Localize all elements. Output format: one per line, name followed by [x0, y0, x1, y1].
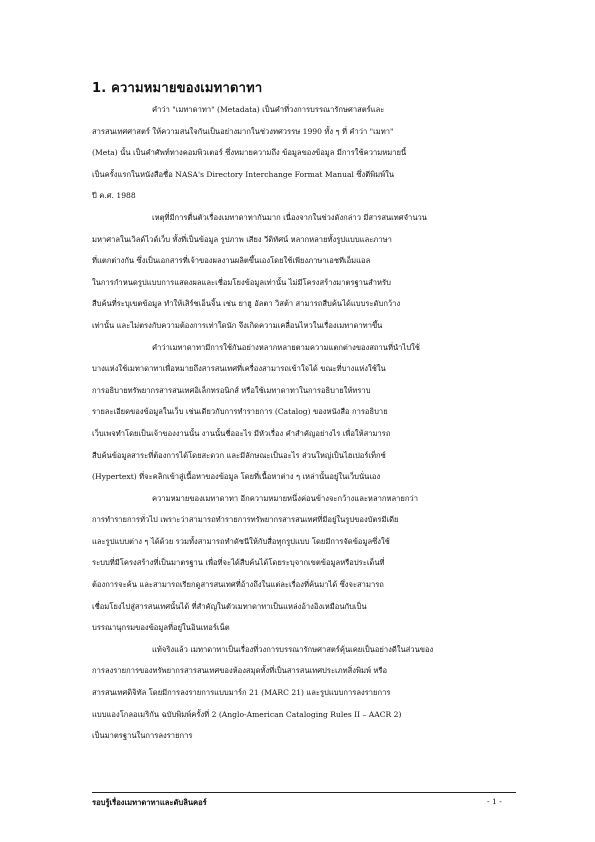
text-line: คำว่าเมทาดาทามีการใช้กันอย่างหลากหลายตามความแตกต่างของสถานที่นำไปใช้ — [152, 342, 420, 352]
text-line: เท่านั้น และไม่ตรงกับความต้องการเท่าใดนัก จึงเกิดความเคลื่อนไหวในเรื่องเมทาดาทาขึ้น — [92, 320, 383, 330]
page-number: - 1 - — [487, 797, 502, 806]
text-line: และรูปแบบต่าง ๆ ได้ด้วย รวมทั้งสามารถทำดัชนีให้กับสื่อทุกรูปแบบ โดยมีการจัดข้อมูลซึ่งใช้ — [92, 536, 390, 546]
footer-divider — [92, 792, 516, 793]
text-line: ปี ค.ศ. 1988 — [92, 191, 136, 201]
text-line: การอธิบายทรัพยากรสารสนเทศอิเล็กทรอนิกส์ หรือใช้เมทาดาทาในการอธิบายให้ทราบ — [92, 385, 371, 395]
text-line: เชื่อมโยงไปสู่สารสนเทศนั้นได้ ที่สำคัญในตัวเมทาดาทาเป็นแหล่งอ้างอิงเหมือนกับเป็น — [92, 601, 367, 611]
text-line: เป็นมาตรฐานในการลงรายการ — [92, 731, 193, 741]
text-line: ความหมายของเมทาดาทา อีกความหมายหนึ่งค่อนข้างจะกว้างและหลากหลายกว่า — [152, 493, 418, 503]
text-line: สารสนเทศศาสตร์ ให้ความสนใจกันเป็นอย่างมากในช่วงทศวรรษ 1990 ทั้ง ๆ ที่ คำว่า "เมทา" — [92, 126, 394, 136]
body-text — [92, 99, 516, 747]
section-heading: 1. ความหมายของเมทาดาทา — [92, 81, 263, 96]
footer-title: รอบรู้เรื่องเมทาดาทาและดับลินคอร์ — [92, 798, 207, 807]
text-line: เป็นครั้งแรกในหนังสือชื่อ NASA's Directory Interchange Format Manual ซึ่งตีพิมพ์ใน — [92, 169, 395, 179]
text-line: คำว่า "เมทาดาทา" (Metadata) เป็นคำที่วงการบรรณารักษศาสตร์และ — [152, 105, 385, 114]
text-line: มหาศาลในเวิลด์ไวด์เว็บ ทั้งที่เป็นข้อมูล รูปภาพ เสียง วีดิทัศน์ หลากหลายทั้งรูปแบบและภาษา — [92, 234, 392, 244]
text-line: (Hypertext) ที่จะคลิกเข้าสู่เนื้อหาของข้อมูล โดยที่เนื้อหาต่าง ๆ เหล่านั้นอยู่ในเว็บนั่นเอง — [92, 472, 381, 482]
text-line: แท้จริงแล้ว เมทาดาทาเป็นเรื่องที่วงการบรรณารักษศาสตร์คุ้นเคยเป็นอย่างดีในส่วนของ — [152, 644, 434, 654]
text-line: การทำรายการทั่วไป เพราะว่าสามารถทำรายการทรัพยากรสารสนเทศที่มีอยู่ในรูปของบัตรมีเดีย — [92, 515, 399, 525]
text-line: การลงรายการของทรัพยากรสารสนเทศของห้องสมุดทั้งที่เป็นสารสนเทศประเภทสิ่งพิมพ์ หรือ — [92, 666, 388, 676]
text-line: ต้องการจะค้น และสามารถเรียกดูสารสนเทศที่อ้างถึงในแต่ละเรื่องที่ค้นมาได้ ซึ่งจะสามารถ — [92, 580, 384, 590]
text-line: เว็บเพจทำโดยเป็นเจ้าของงานนั้น งานนั้นชื่ออะไร มีหัวเรื่อง คำสำคัญอย่างไร เพื่อให้สามารถ — [92, 428, 391, 438]
text-line: ที่แตกต่างกัน ซึ่งเป็นเอกสารที่เจ้าของผลงานผลิตขึ้นเองโดยใช้เพียงภาษาเอชทีเอ็มแอล — [92, 256, 371, 266]
text-line: ในการกำหนดรูปแบบการแสดงผลและเชื่อมโยงข้อมูลเท่านั้น ไม่มีโครงสร้างมาตรฐานสำหรับ — [92, 277, 391, 287]
text-line: รายละเอียดของข้อมูลในเว็บ เช่นเดียวกับการทำรายการ (Catalog) ของหนังสือ การอธิบาย — [92, 407, 388, 417]
text-line: บรรณานุกรมของข้อมูลที่อยู่ในอินเทอร์เน็ต — [92, 623, 230, 633]
text-line: แบบแองโกลอเมริกัน ฉบับพิมพ์ครั้งที่ 2 (Anglo-American Cataloging Rules II – AACR 2) — [92, 709, 402, 719]
text-line: สืบค้นข้อมูลสาระที่ต้องการได้โดยสะดวก และมีลักษณะเป็นอะไร ส่วนใหญ่เป็นไฮเปอร์เท็กซ์ — [92, 450, 386, 460]
text-line: เหตุที่มีการตื่นตัวเรื่องเมทาดาทากันมาก เนื่องจากในช่วงดังกล่าว มีสารสนเทศจำนวน — [152, 212, 427, 222]
text-line: บางแห่งใช้เมทาดาทาเพื่อหมายถึงสารสนเทศที่เครื่องสามารถเข้าใจได้ ขณะที่บางแห่งใช้ใน — [92, 364, 386, 374]
text-line: สืบค้นที่ระบุเขตข้อมูล ทำให้เสิร์ชเอ็นจิ้น เช่น ยาฮู อัลตา วิสต้า สามารถสืบค้นได้แบบระดับกว้าง — [92, 299, 401, 309]
text-line: สารสนเทศดิจิทัล โดยมีการลงรายการแบบมาร์ก 21 (MARC 21) และรูปแบบการลงรายการ — [92, 688, 391, 698]
text-line: (Meta) นั้น เป็นคำศัพท์ทางคอมพิวเตอร์ ซึ่งหมายความถึง ข้อมูลของข้อมูล มีการใช้ความหมายนี้ — [92, 148, 407, 158]
text-line: ระบบที่มีโครงสร้างที่เป็นมาตรฐาน เพื่อที่จะได้สืบค้นได้โดยระบุจากเขตข้อมูลหรือประเด็นที่ — [92, 558, 385, 568]
